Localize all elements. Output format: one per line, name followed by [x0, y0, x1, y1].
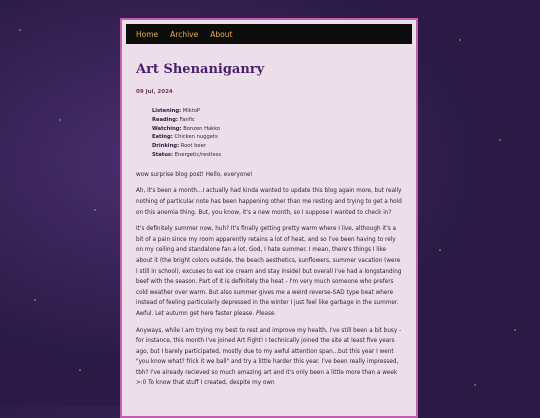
blog-page	[120, 18, 418, 418]
status-value: Energetic/restless	[174, 151, 222, 158]
top-nav	[126, 24, 412, 44]
status-label: Reading:	[152, 116, 178, 123]
status-label: Status:	[152, 151, 174, 158]
status-row	[152, 151, 402, 160]
status-row	[152, 142, 402, 151]
status-label: Listening:	[152, 108, 182, 114]
nav-home-link[interactable]: Home	[136, 29, 159, 39]
status-label: Eating:	[152, 134, 173, 141]
post-paragraph: Anyways, while I am trying my best to rest and improve my health, I've still been a bit busy - for instance, this month I've joined Art Fight! I technically joined the site at least five years ago, but I barely participated, mostly due to my awful attention span...but this year I went "you know what? frick it we ball" and try a little harder this year. I've been really impressed, tbh? I've already recieved so much amazing art and it's only been a little more than a week >:0 To know that stuff I created, despite my own	[136, 327, 402, 387]
status-value: Fanfic	[179, 116, 195, 123]
status-list	[152, 107, 402, 160]
nav-archive-link[interactable]: Archive	[170, 29, 199, 39]
post-title: Art Shenaniganry	[136, 62, 265, 77]
status-row	[152, 107, 402, 116]
nav-about-link[interactable]: About	[210, 29, 233, 39]
status-label: Drinking:	[152, 143, 180, 150]
status-label: Watching:	[152, 125, 182, 132]
status-row	[152, 133, 402, 142]
status-value: Chicken nuggets	[174, 134, 218, 141]
italic-emphasis: Please.	[255, 310, 277, 317]
post-paragraph	[136, 224, 402, 319]
post-date: 09 Jul, 2024	[136, 89, 173, 95]
status-value: Root beer	[180, 143, 206, 150]
status-value: MiktoP	[182, 108, 201, 114]
post-paragraph: wow surprise blog post! Hello, everyone!	[136, 171, 253, 178]
post-content	[122, 62, 416, 389]
status-row	[152, 116, 402, 125]
paragraph-text: It's definitely summer now, huh? It's finally getting pretty warm where I live, although it's a bit of a pain since my room apparently retains a lot of heat, and so I've been having to rely on my ceiling and standalone fan a lot. God, I hate summer. I mean, there's things I like about it (the bright colors outside, the beach aesthetics, sunflowers, summer vacation (were I still in school), excuses to eat ice cream and stay inside) but overall I've had a longstanding beef with the season. Part of it is definitely the heat - I'm very much someone who prefers cold weather over warm. But also summer gives me a weird reverse-SAD type beat where instead of feeling particularly depressed in the winter I just feel like garbage in the summer. Awful. Let autumn get here faster please.	[136, 226, 402, 317]
status-value: Bonzen Hakko	[183, 125, 221, 132]
post-paragraph: Ah, it's been a month...I actually had kinda wanted to update this blog again more, but really nothing of particular note has been happening other than me resting and trying to get a hold on this anemia thing. But, you know, it's a new month, so I suppose I wanted to check in?	[136, 188, 402, 216]
status-row	[152, 125, 402, 134]
